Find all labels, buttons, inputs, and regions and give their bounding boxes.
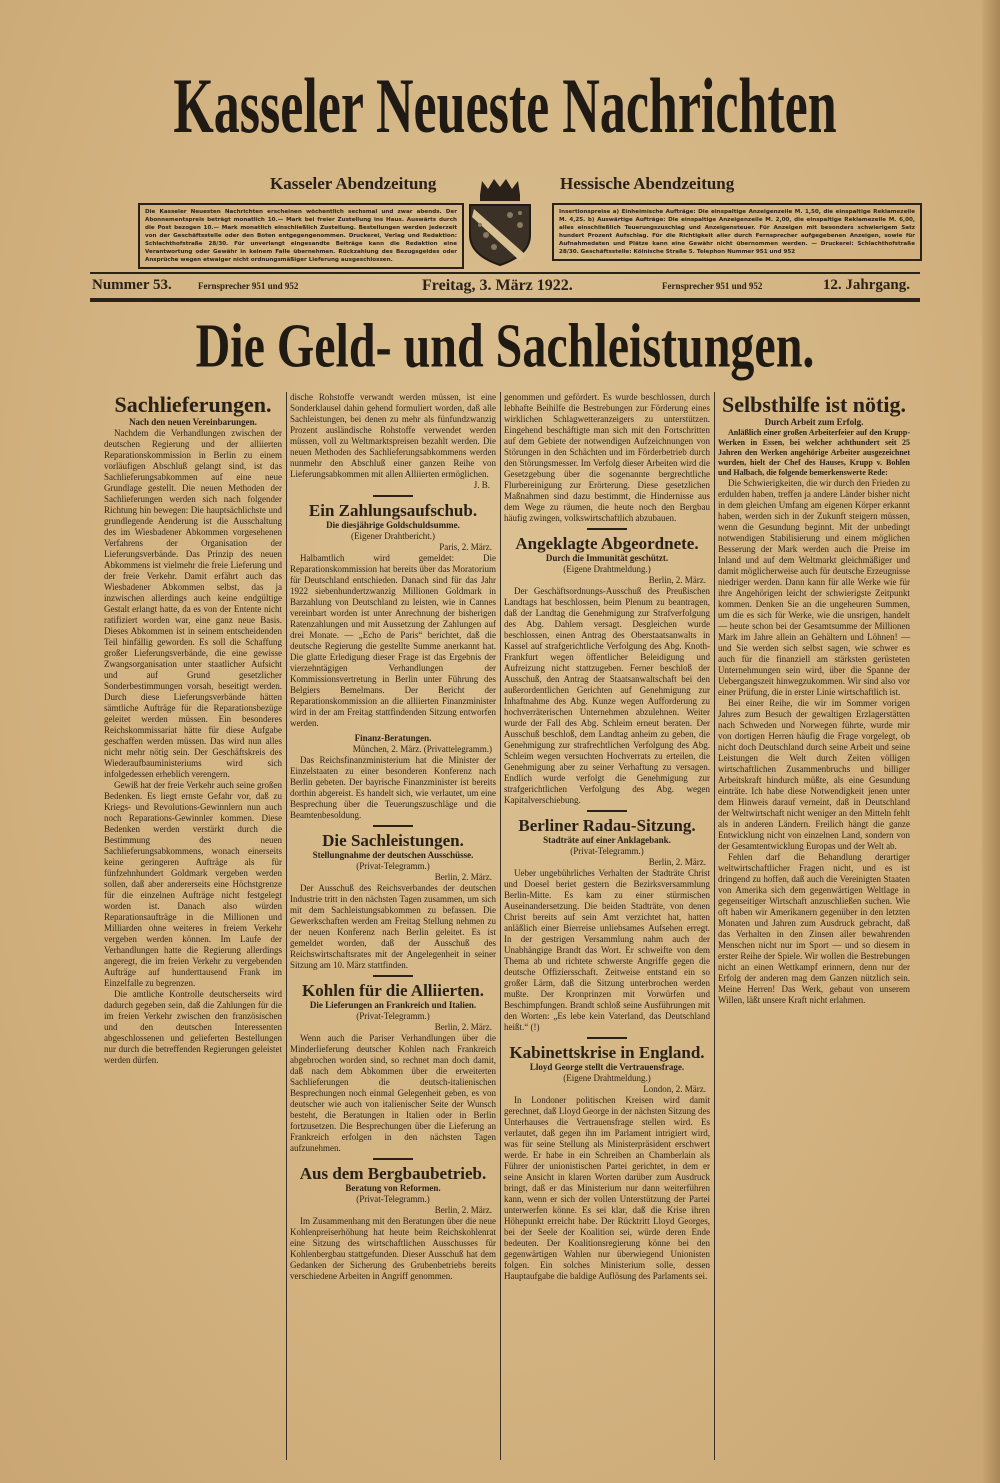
article-title: Aus dem Bergbaubetrieb. bbox=[299, 1164, 487, 1183]
article-title: Angeklagte Abgeordnete. bbox=[515, 534, 699, 553]
article-paragraph: Die Schwierigkeiten, die wir durch den Frieden zu erdulden haben, treffen ja andere Länder bisher nicht in dem gleichen Umfang am eigenen Körper erkannt haben, werden sich in der Zukunft steigern müssen, wenn die Gesundung beginnt. Mit der unbedingt notwendigen Stabilisierung und einem möglichen Besserung der Mark werden auch die Preise im Inland und auf dem Weltmarkt gleichmäßiger und damit möglicherweise auch für deutsche Erzeugnisse niedriger werden. Dann kann für alle Werke wie für ihre Angehörigen leicht der schwierigste Zeitpunkt kommen. Denken Sie an die ungeheuren Summen, um die es sich für Werke, wie die unsrigen, handelt — heute schon bei der Gesamtsumme der Millionen Mark im Jahre allein an Gehältern und Löhnen! — und Sie werden sich selbst sagen, wie schwer es auch für die finanziell am stärksten gerüsteten Unternehmungen sein wird, über die Spanne der Uebergangszeit hinwegzukommen. Wir sind also vor einer Prüfung, die in erster Linie wirtschaftlich ist. bbox=[718, 478, 910, 697]
article-paragraph: Halbamtlich wird gemeldet: Die Reparationskommission hat bereits über das Moratorium für Deutschland entschieden. Danach sind für das Jahr 1922 siebenhundertzwanzig Millionen Goldmark in Barzahlung von Deutschland zu leisten, wie in Cannes vereinbart worden ist unter Anrechnung der bisherigen Ratenzahlungen und mit Aussetzung der Zahlungen auf drei Monate. — „Echo de Paris“ berichtet, daß die deutsche Regierung die gestellte Summe anerkannt hat. Die glatte Erledigung dieser Frage ist das Ergebnis der vierzehntägigen Verhandlungen der Kommissionsvertretung in Berlin unter Führung des Belgiers Bemelmans. Der Bericht der Reparationskommission an die alliierten Finanzminister wird in der am Freitag stattfindenden Sitzung entworfen werden. bbox=[290, 553, 496, 728]
subscription-info-box: Die Kasseler Neuesten Nachrichten erscheinen wöchentlich sechsmal und zwar abends. Der Abonnementspreis beträgt monatlich 10.— Mark bei freier Zustellung ins Haus. Auswärts durch die Post bezogen 10.— Mark monatlich einschließlich Zustellung. Bestellungen werden jederzeit von der Geschäftsstelle oder den Boten entgegengenommen. Druckerei, Verlag und Redaktion: Schlachthofstraße 28/30. Für unverlangt eingesandte Beiträge kann die Redaktion eine Verantwortung oder Gewähr in keinem Falle übernehmen. Rückzahlung des Bezugsgeldes oder Ansprüche wegen etwaiger nicht ordnungsmäßiger Lieferung ausgeschlossen. bbox=[138, 203, 464, 269]
advertising-info-box: Insertionspreise a) Einheimische Aufträge: Die einspaltige Anzeigenzeile M. 1,50, die einspaltige Reklamezeile M. 4,25. b) Auswärtige Aufträge: Die einspaltige Anzeigenzeile M. 2,00, die einspaltige Reklamezeile M. 6,00, alles einschließlich Teuerungszuschlag und Anzeigensteuer. Für Anzeigen mit besonders schwierigem Satz hundert Prozent Aufschlag. Für die Richtigkeit aller durch Fernsprecher aufgegebenen Anzeigen, sowie für Aufnahmedaten und Plätze kann eine Gewähr nicht übernommen werden. — Druckerei: Schlachthofstraße 28/30. Geschäftsstelle: Kölnische Straße 5. Telephon Nummer 951 und 952 bbox=[552, 203, 922, 261]
article-paragraph: Das Reichsfinanzministerium hat die Minister der Einzelstaaten zu einer besonderen Konferenz nach Berlin gebeten. Der bayrische Finanzminister ist bereits dorthin abgereist. Es handelt sich, wie verlautet, um eine Besprechung über die Teuerungszuschläge und die Beamtenbesoldung. bbox=[290, 755, 496, 820]
column-rule bbox=[500, 392, 501, 1460]
article-bergbau bbox=[290, 1164, 496, 1282]
divider bbox=[373, 825, 413, 827]
article-place: Paris, 2. März. bbox=[439, 542, 492, 552]
column-2 bbox=[290, 392, 496, 1286]
article-subtitle: Stadträte auf einer Anklagebank. bbox=[543, 835, 671, 845]
article-continuation bbox=[290, 392, 496, 491]
article-subtitle: Stellungnahme der deutschen Ausschüsse. bbox=[312, 850, 474, 860]
article-source: (Eigene Drahtmeldung.) bbox=[563, 564, 651, 574]
article-signature: J. B. bbox=[473, 480, 490, 490]
divider bbox=[587, 528, 627, 530]
volume: 12. Jahrgang. bbox=[822, 277, 910, 293]
article-title: Berliner Radau-Sitzung. bbox=[518, 816, 696, 835]
phone-left: Fernsprecher 951 und 952 bbox=[198, 281, 299, 291]
article-subtitle: Durch die Immunität geschützt. bbox=[545, 553, 669, 563]
article-place: Berlin, 2. März. bbox=[648, 575, 706, 585]
divider bbox=[90, 272, 920, 274]
article-selbsthilfe bbox=[718, 392, 910, 1006]
article-place: Berlin, 2. März. bbox=[434, 1205, 492, 1215]
article-source: (Privat-Telegramm.) bbox=[570, 846, 644, 856]
article-subtitle: Lloyd George stellt die Vertrauensfrage. bbox=[529, 1062, 685, 1072]
article-lead: Anläßlich einer großen Arbeiterfeier auf den Krupp-Werken in Essen, bei welcher achthundert seit 25 Jahren den Werken angehörige Arbeiter ausgezeichnet wurden, hielt der Chef des Hauses, Krupp v. Bohlen und Halbach, die folgende bemerkenswerte Rede: bbox=[718, 428, 910, 477]
article-subtitle: Die Lieferungen an Frankreich und Italien. bbox=[309, 1000, 477, 1010]
article-paragraph: Fehlen darf die Behandlung derartiger weltwirtschaftlicher Fragen nicht, und es ist dringend zu hoffen, daß auch die Vereinigten Staaten von Amerika sich dem gegenwärtigen Weltlage in gegenseitiger Wirtschaft anzuschließen suchen. Wie oft haben wir Amerikanern gegenüber in den letzten Monaten und Jahren zum Ausdruck gebracht, daß das Verhalten in den Zinsen aller bewahrenden Menschen nicht nur im Sport — und so diesem in erster Reihe der Spiele. Wir wollen die Bestrebungen nicht an einen Wettkampf erinnern, denn nur der Erfolg der anderen mag dem Ganzen nützlich sein. Meine Herren! Das Werk, gebaut von unserem Willen, läßt unsere Kraft nicht erlahmen. bbox=[718, 852, 910, 1005]
article-source: (Privat-Telegramm.) bbox=[356, 1011, 430, 1021]
article-paragraph: Wenn auch die Pariser Verhandlungen über die Minderlieferung deutscher Kohlen nach Frankreich abgebrochen worden sind, so rechnet man doch damit, daß nach dem Abkommen über die erweiterten Sachlieferungen die deutsch-italienischen Besprechungen noch einmal Gelegenheit geben, es von deutscher wie auch von italienischer Seite der Wunsch besteht, die Beratungen in Italien oder in Berlin fortzusetzen. Die Besprechungen über die Lieferung an Frankreich erfolgen in den nächsten Tagen aufzunehmen. bbox=[290, 1033, 496, 1153]
article-source: (Privat-Telegramm.) bbox=[356, 1194, 430, 1204]
article-continuation bbox=[504, 392, 710, 524]
divider bbox=[373, 495, 413, 497]
article-paragraph: genommen und gefördert. Es wurde beschlossen, durch lebhafte Beihilfe die Bestrebungen zur Förderung eines wirklichen Schlagwetteranzeigers zu unterstützen. Eingehend beschäftigte man sich mit den Fortschritten auf dem Gebiete der notwendigen Aufzeichnungen von Störungen in den Schächten und im Förderbetrieb durch den Störungsmesser. Im Verfolg dieser Arbeiten wird die Gesetzgebung über die sogenannte bergrechtliche Flurbereinigung zur Erörterung. Diese gesetzlichen Maßnahmen sind dazu bestimmt, die Hindernisse aus dem Wege zu räumen, die heute noch den Bergbau häufig zwingen, volkswirtschaftlich abzubauen. bbox=[504, 392, 710, 523]
article-paragraph: Nachdem die Verhandlungen zwischen der deutschen Regierung und der alliierten Reparationskommission in Berlin zu einem vorläufigen Abschluß gelangt sind, ist das Sachlieferungsabkommen auf eine neue Grundlage gestellt. Die neuen Methoden der Sachlieferungen werden sich nach folgender Richtung hin bewegen: Die hauptsächlichste und grundlegende Aenderung ist die Ausschaltung des im Wiesbadener Abkommen vorgesehenen Verfahrens der Organisation der Lieferungsverbände. Das Prinzip des neuen Abkommens ist vielmehr die freie Lieferung und der freie Verkehr. Damit erfährt auch das Wiesbadener Abkommen selbst, das ja inzwischen allerdings auch keine endgültige Gestalt erlangt hatte, da es von der Entente nicht ratifiziert worden war, eine ganz neue Basis. Dieses Abkommen ist in seinem entscheidenden Teil hinfällig geworden. Es soll die Schaffung großer Lieferungsverbände, die eine gewisse Zwangsorganisation unter staatlicher Aufsicht und auf Grund gesetzlicher Sonderbestimmungen vorsah, beseitigt werden. Durch diese Lieferungsverbände hätten sämtliche Aufträge für die Reparationsbezüge geleitet werden müssen. Ein besonderes Reichskommissariat hätte für diese Aufgabe geschaffen werden müssen. Das wird nun alles nicht mehr nötig sein. Der Geschäftskreis des Wiederaufbauministeriums wird sich infolgedessen erheblich verengern. bbox=[104, 428, 282, 779]
article-place: München, 2. März. (Privattelegramm.) bbox=[352, 744, 492, 754]
article-place: Berlin, 2. März. bbox=[434, 1022, 492, 1032]
article-paragraph: dische Rohstoffe verwandt werden müssen, ist eine Sonderklausel dahin gehend formuliert worden, daß alle Sachleistungen, bei denen zu mehr als fünfundzwanzig Prozent ausländische Rohstoffe verwendet werden müssen, voll zu Weltmarktspreisen bezahlt werden. Die neuen Methoden des Sachlieferungsabkommens werden nunmehr den Abschluß einer ganzen Reihe von Lieferungsabkommen mit allen Alliierten ermöglichen. bbox=[290, 392, 496, 479]
article-kohlen bbox=[290, 981, 496, 1154]
article-title: Selbsthilfe ist nötig. bbox=[722, 392, 906, 417]
article-paragraph: Die amtliche Kontrolle deutscherseits wird dadurch gegeben sein, daß die Zahlungen für die im freien Verkehr zwischen den französischen und den deutschen Interessenten abgeschlossenen und gelieferten Bestellungen nur durch die betreffenden Regierungen geleistet werden dürfen. bbox=[104, 989, 282, 1065]
column-rule bbox=[286, 392, 287, 1460]
article-paragraph: Der Ausschuß des Reichsverbandes der deutschen Industrie tritt in den nächsten Tagen zusammen, um sich mit dem Sachleistungsabkommen zu befassen. Die Gewerkschaften werden am Freitag Stellung nehmen zu der neuen Konferenz nach Berlin geleitet. Es ist gemeldet worden, daß der Ausschuß des Reichswirtschaftsrates mit der Angelegenheit in seiner Sitzung am 10. März stattfinden. bbox=[290, 883, 496, 970]
article-paragraph: Der Geschäftsordnungs-Ausschuß des Preußischen Landtags hat beschlossen, beim Plenum zu beantragen, daß der Landtag die Genehmigung zur Strafverfolgung des Abg. Dahlem versagt. Desgleichen wurde beschlossen, einen Antrag des Oberstaatsanwalts in Kassel auf strafgerichtliche Verfolgung des Abg. Knoth-Frankfurt wegen öffentlicher Beleidigung und Aufreizung nicht stattzugeben. Ferner beschloß der Ausschuß, den Antrag der Staatsanwaltschaft bei den außerordentlichen Gerichten auf Genehmigung zur Inhaftnahme des Abg. Kunze wegen Aufforderung zu hochverräterischen Unternehmen abzulehnen. Weiter wurde der Fall des Abg. Schleim erneut beraten. Der Ausschuß beschloß, dem Landtag anheim zu geben, die Genehmigung zur strafrechtlichen Verfolgung des Abg. Schleim wegen versuchten Hochverrats zu erteilen, die Genehmigung aber zu seiner Verhaftung zu versagen. Endlich wurde verfolgt die Genehmigung zur strafgerichtlichen Verfolgung des Abg. wegen Kapitalverschiebung. bbox=[504, 586, 710, 805]
divider bbox=[373, 975, 413, 977]
article-finanzberatungen bbox=[290, 733, 496, 821]
column-4 bbox=[718, 392, 910, 1010]
article-title: Sachlieferungen. bbox=[114, 392, 272, 417]
article-source: (Eigene Drahtmeldung.) bbox=[563, 1073, 651, 1083]
masthead-title: Kasseler Neueste Nachrichten bbox=[173, 64, 837, 150]
article-subtitle: Durch Arbeit zum Erfolg. bbox=[764, 417, 864, 427]
main-headline: Die Geld- und Sachleistungen. bbox=[195, 312, 815, 381]
article-zahlungsaufschub bbox=[290, 501, 496, 729]
article-paragraph: Im Zusammenhang mit den Beratungen über die neue Kohlenpreiserhöhung hat heute beim Reichskohlenrat eine Sitzung des wirtschaftlichen Ausschusses für Kohlenbergbau stattgefunden. Dieser Ausschuß hat dem Gedanken der Sicherung des Grubenbetriebs bereits verschiedene Arbeiten in Angriff genommen. bbox=[290, 1216, 496, 1281]
article-subtitle: Nach den neuen Vereinbarungen. bbox=[129, 417, 257, 427]
divider bbox=[90, 298, 920, 302]
divider bbox=[587, 810, 627, 812]
article-source: (Privat-Telegramm.) bbox=[356, 861, 430, 871]
article-paragraph: Bei einer Reihe, die wir im Sommer vorigen Jahres zum Besuch der gewaltigen Erzlagerstätten nach Schweden und Norwegen führte, wurde mir von dortigen Herren häufig die Frage vorgelegt, ob nicht doch Deutschland durch seine Arbeit und seine Leistungen die Welt durch Zeiten völligen wirtschaftlichen Zusammenbruchs und billiger Arbeitskraft hindurch müßte, als eine Gesundung einträte. Ich habe diese Notwendigkeit jenen unter dem Hinweis darauf verneint, daß in Deutschland der Weltwirtschaft nicht weniger an den Mitteln fehlt als in anderen Ländern. Freilich hängt die ganze Entwicklung nicht von einzelnen Land, sondern von der Gesamtentwicklung Europas und der Welt ab. bbox=[718, 698, 910, 851]
subtitle-left: Kasseler Abendzeitung bbox=[270, 174, 437, 193]
coat-of-arms-icon bbox=[464, 175, 536, 267]
article-radau-sitzung bbox=[504, 816, 710, 1033]
article-paragraph: In Londoner politischen Kreisen wird damit gerechnet, daß Lloyd George in der nächsten Sitzung des Unterhauses die Vertrauensfrage stellen wird. Es verlautet, daß gegen ihn im Parlament intrigiert wird, was für seine Stellung als Ministerpräsident erschwert werde. Er habe in ein Schreiben an Chamberlain als Führer der unionistischen Partei gerichtet, in dem er seine Ansicht in klaren Worten darüber zum Ausdruck bringt, daß er das Ministerium nur dann weiterführen kann, wenn er sich der vollen Unterstützung der Partei unterwerfen könne. Es sei klar, daß die Krise ihren Höhepunkt erreicht habe. Der Rücktritt Lloyd Georges, bei der Seele der Koalition sei, würde deren Ende bedeuten. Der Koalitionsregierung könne bei den gegenwärtigen Wahlen nur überwiegend Unionisten folgen. Ein solches Ministerium solle, dessen Hauptaufgabe die baldige Auflösung des Parlaments sei. bbox=[504, 1095, 710, 1281]
issue-date: Freitag, 3. März 1922. bbox=[422, 277, 573, 294]
column-3 bbox=[504, 392, 710, 1286]
article-sachlieferungen bbox=[104, 392, 282, 1066]
article-title: Finanz-Beratungen. bbox=[354, 733, 432, 743]
article-title: Kabinettskrise in England. bbox=[509, 1043, 705, 1062]
article-subtitle: Beratung von Reformen. bbox=[345, 1183, 441, 1193]
article-subtitle: Die diesjährige Goldschuldsumme. bbox=[326, 520, 460, 530]
article-place: Berlin, 2. März. bbox=[648, 857, 706, 867]
article-abgeordnete bbox=[504, 534, 710, 806]
column-rule bbox=[714, 392, 715, 1460]
article-sachleistungen bbox=[290, 831, 496, 971]
article-paragraph: Gewiß hat der freie Verkehr auch seine großen Bedenken. Es liegt ernste Gefahr vor, daß zu Kriegs- und Revolutions-Gewinnlern nun auch noch Reparations-Gewinnler kommen. Diese Bedenken werden verstärkt durch die Bestimmung des neuen Sachlieferungsabkommens, wonach einerseits keine geringeren Aufträge als für fünfzehnhundert Goldmark vergeben werden sollen, daß aber andererseits eine Höchstgrenze für die einzelnen Aufträge nicht festgelegt worden ist. Danach also würden Reparationsaufträge in die Millionen und Milliarden ohne weiteres in freiem Verkehr vergeben werden können. Im Laufe der Verhandlungen hatte die Regierung allerdings angeregt, die im freien Verkehr zu vergebenden Aufträge auf hunderttausend Frank im Einzelfalle zu begrenzen. bbox=[104, 780, 282, 988]
issue-number: Nummer 53. bbox=[92, 277, 172, 293]
phone-right: Fernsprecher 951 und 952 bbox=[662, 281, 763, 291]
article-title: Kohlen für die Alliierten. bbox=[302, 981, 484, 1000]
divider bbox=[587, 1037, 627, 1039]
article-place: London, 2. März. bbox=[643, 1084, 706, 1094]
divider bbox=[373, 1158, 413, 1160]
column-1 bbox=[104, 392, 282, 1070]
article-kabinettskrise bbox=[504, 1043, 710, 1282]
article-title: Die Sachleistungen. bbox=[322, 831, 464, 850]
article-paragraph: Ueber ungebührliches Verhalten der Stadträte Christ und Doesel beriet gestern die Bezirksversammlung Berlin-Mitte. Es kam zu einer stürmischen Auseinandersetzung. Die beiden Stadträte, von denen Christ bereits auf sein Amt verzichtet hat, hatten anläßlich einer Bierreise unliebsames Aufsehen erregt. In der gestrigen Versammlung nahm auch der Unabhängige Brandt das Wort. Er schweifte von dem Thema ab und richtete schwerste Angriffe gegen die deutsche Offiziersschaft. Zeitweise entstand ein so großer Lärm, daß die Sitzung unterbrochen werden mußte. Der Kronprinzen mit Vorwürfen und Beschimpfungen. Brandt schloß seine Ausführungen mit den Worten: „Es lebe kein Vaterland, das Deutschland heißt.“ (!) bbox=[504, 868, 710, 1032]
paper-edge bbox=[982, 0, 1000, 1483]
subtitle-right: Hessische Abendzeitung bbox=[560, 174, 735, 193]
article-source: (Eigener Drahtbericht.) bbox=[351, 531, 435, 541]
article-title: Ein Zahlungsaufschub. bbox=[308, 501, 478, 520]
article-place: Berlin, 2. März. bbox=[434, 872, 492, 882]
dateline bbox=[90, 275, 920, 297]
